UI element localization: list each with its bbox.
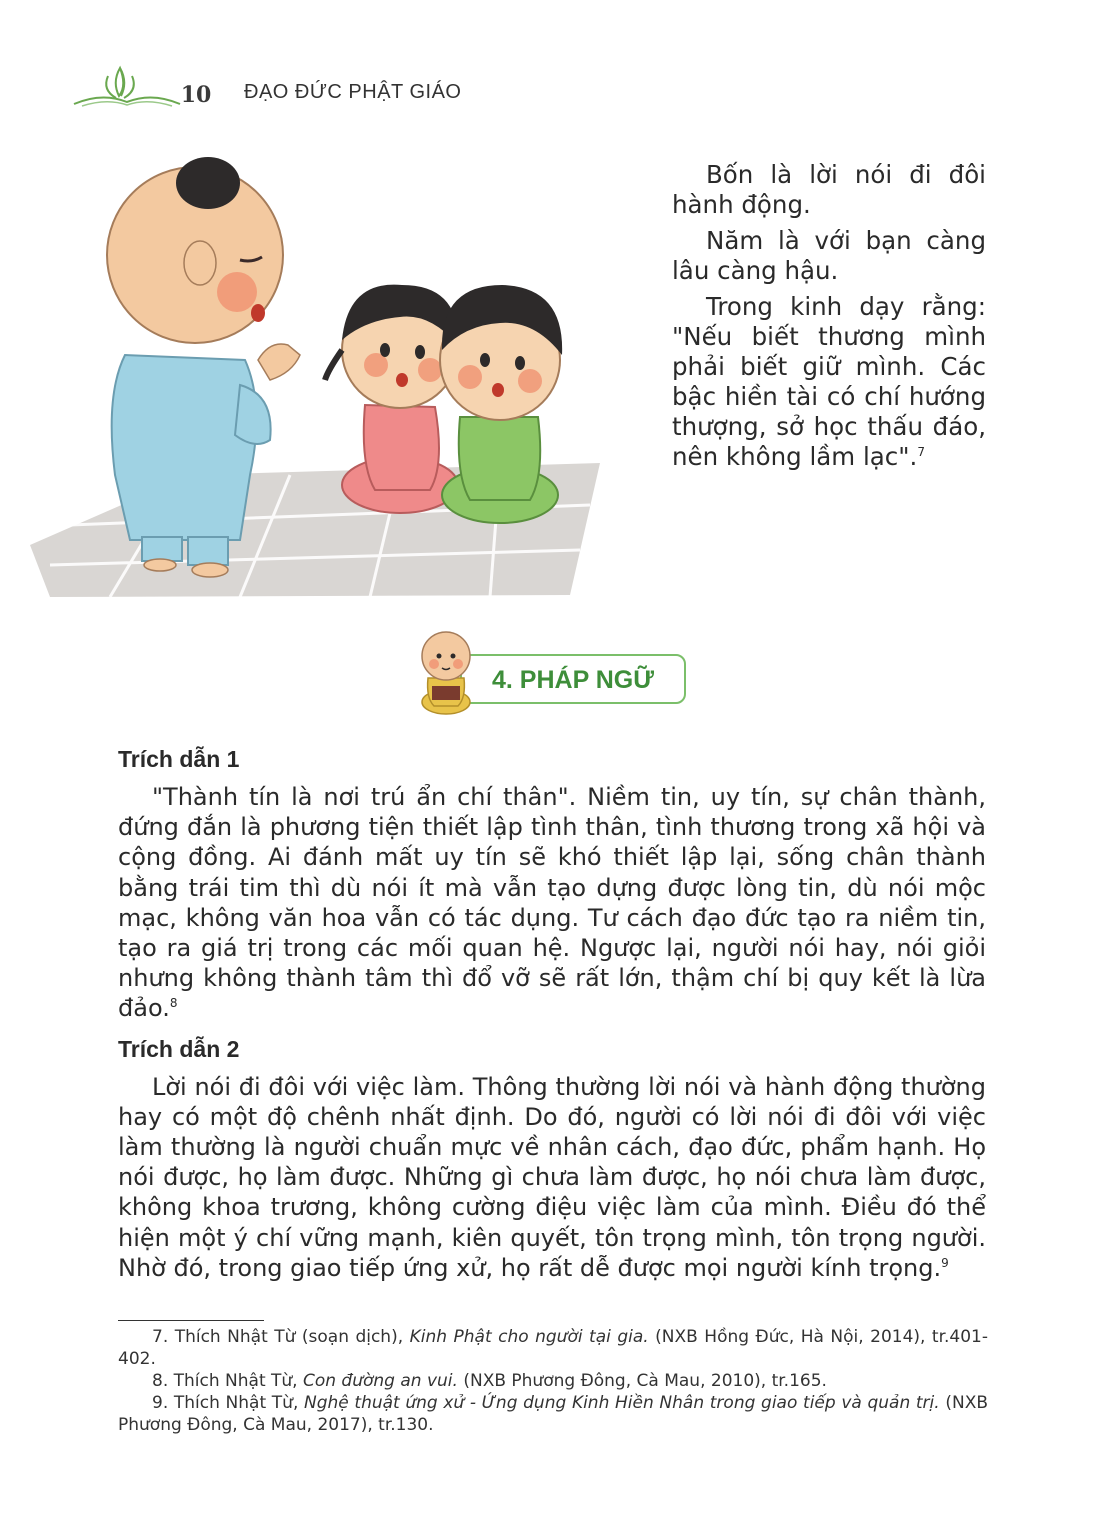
footnote-author: 8. Thích Nhật Từ, (152, 1371, 303, 1391)
quote-text: "Thành tín là nơi trú ẩn chí thân". Niềm tin, uy tín, sự chân thành, đứng đắn là phương tiện thiết lập tình thân, tình thương trong xã hội và cộng đồng. Ai đánh mất uy tín sẽ khó thiết lập lại, sống chân thành bằng trái tim thì dù nói ít mà vẫn tạo dựng được lòng tin, dù nói mộc mạc, không văn hoa vẫn có tác dụng. Tư cách đạo đức tạo ra niềm tin, tạo ra giá trị trong các mối quan hệ. Ngược lại, người nói hay, nói giỏi nhưng không thành tâm thì đổ vỡ sẽ rất lớn, thậm chí bị quy kết là lừa đảo. (118, 783, 986, 1023)
footnote-ref: 7 (917, 444, 925, 459)
child-monk-reading-icon (414, 626, 478, 718)
footnotes (118, 1326, 988, 1436)
footnote (118, 1392, 988, 1436)
quote-title: Trích dẫn 1 (118, 746, 240, 772)
side-paragraph (672, 292, 986, 472)
quote-paragraph (118, 1072, 986, 1283)
footnote-author: 9. Thích Nhật Từ, (152, 1393, 305, 1413)
footnote-title: Con đường an vui. (302, 1371, 458, 1391)
section-heading-box (460, 654, 686, 704)
monk-teaching-children-illustration (30, 145, 650, 600)
quote-text: Lời nói đi đôi với việc làm. Thông thường lời nói và hành động thường hay có một độ chênh nhất định. Do đó, người có lời nói đi đôi với việc làm thường là người chuẩn mực về nhân cách, đạo đức, phẩm hạnh. Họ nói được, họ làm được. Những gì chưa làm được, họ nói chưa làm được, không khoa trương, không cường điệu việc làm của mình. Điều đó thể hiện một ý chí vững mạnh, kiên quyết, tôn trọng mình, tôn trọng người. Nhờ đó, trong giao tiếp ứng xử, họ rất dễ được mọi người kính trọng. (118, 1072, 986, 1282)
book-title: ĐẠO ĐỨC PHẬT GIÁO (244, 81, 462, 103)
side-text-column (672, 160, 986, 478)
footnote-publisher: (NXB Phương Đông, Cà Mau, 2010), tr.165. (457, 1371, 827, 1391)
footnote-author: 7. Thích Nhật Từ (soạn dịch), (152, 1327, 410, 1347)
main-text (118, 744, 986, 1293)
footnote-publisher: (NXB Hồng Đức, Hà Nội, 2014), tr.401-402. (118, 1327, 988, 1369)
footnote-ref: 9 (941, 1255, 949, 1270)
footnote-publisher: (NXB Phương Đông, Cà Mau, 2017), tr.130. (118, 1393, 989, 1435)
section-badge (414, 626, 694, 722)
footnote-title: Kinh Phật cho người tại gia. (409, 1327, 649, 1347)
page-header (72, 64, 462, 114)
quote-paragraph (118, 782, 986, 1024)
side-paragraph-text: Trong kinh dạy rằng: "Nếu biết thương mình phải biết giữ mình. Các bậc hiền tài có chí hướng thượng, sở học thấu đáo, nên không lầm lạc". (672, 292, 986, 471)
footnote-title: Nghệ thuật ứng xử - Ứng dụng Kinh Hiền Nhân trong giao tiếp và quản trị. (304, 1393, 940, 1413)
footnote (118, 1370, 988, 1392)
section-heading: 4. PHÁP NGỮ (492, 666, 654, 694)
footnote (118, 1326, 988, 1370)
footnote-divider (118, 1320, 264, 1321)
side-paragraph: Bốn là lời nói đi đôi hành động. (672, 160, 986, 219)
footnote-ref: 8 (169, 996, 178, 1011)
lotus-icon (72, 64, 182, 114)
page-number: 10 (180, 82, 212, 108)
quote-title: Trích dẫn 2 (118, 1035, 240, 1062)
side-paragraph: Năm là với bạn càng lâu càng hậu. (672, 226, 986, 285)
